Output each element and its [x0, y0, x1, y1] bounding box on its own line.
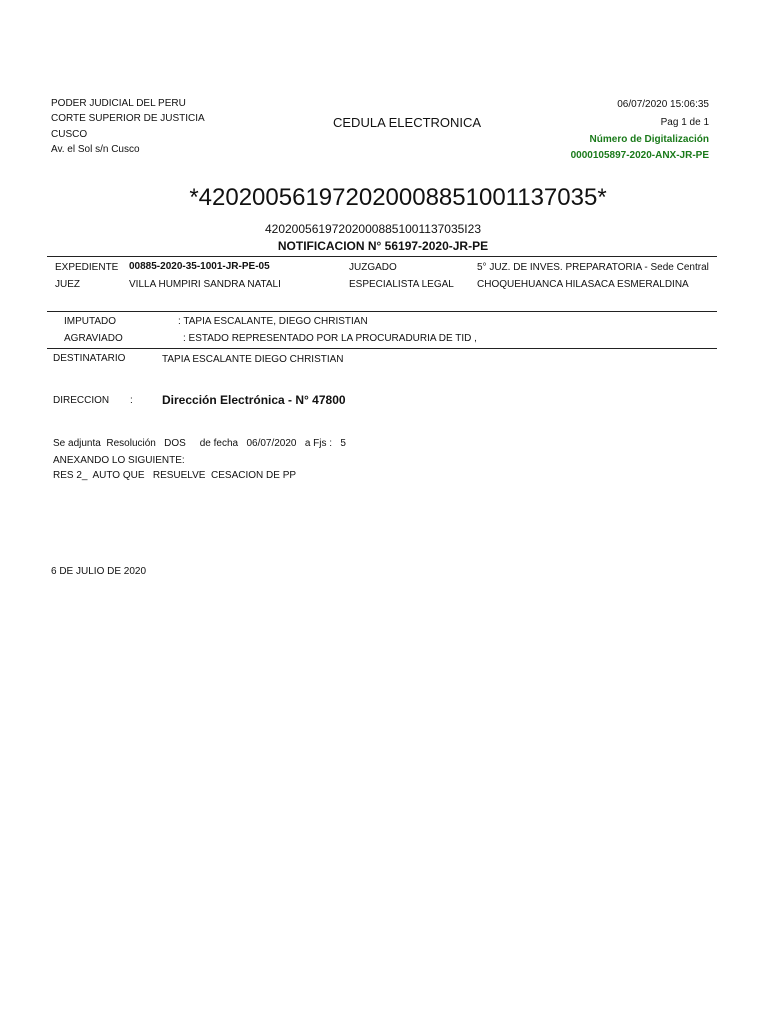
destinatario-label: DESTINATARIO [53, 353, 126, 364]
expediente-label: EXPEDIENTE [55, 262, 119, 273]
document-datetime: 06/07/2020 15:06:35 [617, 99, 709, 110]
divider [47, 311, 717, 312]
juzgado-label: JUZGADO [349, 262, 397, 273]
barcode-text: *420200561972020008851001137035* [189, 184, 607, 211]
juez-value: VILLA HUMPIRI SANDRA NATALI [129, 279, 281, 290]
barcode-number: 420200561972020008851001137035I23 [264, 222, 481, 236]
direccion-label: DIRECCION [53, 395, 110, 406]
agraviado-label: AGRAVIADO [64, 333, 123, 344]
court-line: CUSCO [51, 129, 88, 140]
footer-date: 6 DE JULIO DE 2020 [51, 566, 147, 577]
digitization-label: Número de Digitalización [589, 134, 709, 145]
page-indicator: Pag 1 de 1 [660, 117, 709, 128]
especialista-value: CHOQUEHUANCA HILASACA ESMERALDINA [477, 279, 689, 290]
agraviado-value: : ESTADO REPRESENTADO POR LA PROCURADURIA DE TID , [183, 333, 477, 344]
imputado-label: IMPUTADO [64, 316, 117, 327]
direccion-value: Dirección Electrónica - N° 47800 [162, 393, 346, 407]
notification-title: NOTIFICACION N° 56197-2020-JR-PE [277, 239, 489, 253]
divider [47, 256, 717, 257]
divider [47, 348, 717, 349]
direccion-colon: : [130, 395, 133, 406]
juzgado-value: 5° JUZ. DE INVES. PREPARATORIA - Sede Central [477, 262, 709, 273]
court-address: Av. el Sol s/n Cusco [51, 144, 140, 155]
juez-label: JUEZ [55, 279, 80, 290]
digitization-number: 0000105897-2020-ANX-JR-PE [570, 150, 709, 161]
document-type: CEDULA ELECTRONICA [333, 115, 482, 130]
attachment-description: RES 2_ AUTO QUE RESUELVE CESACION DE PP [53, 470, 297, 481]
destinatario-value: TAPIA ESCALANTE DIEGO CHRISTIAN [162, 354, 344, 365]
court-line: PODER JUDICIAL DEL PERU [51, 98, 186, 109]
especialista-label: ESPECIALISTA LEGAL [349, 279, 454, 290]
attachment-heading: ANEXANDO LO SIGUIENTE: [53, 455, 185, 466]
attachment-resolution: Se adjunta Resolución DOS de fecha 06/07/2020 a Fjs : 5 [53, 438, 346, 449]
expediente-value: 00885-2020-35-1001-JR-PE-05 [129, 261, 270, 272]
court-line: CORTE SUPERIOR DE JUSTICIA [51, 113, 205, 124]
imputado-value: : TAPIA ESCALANTE, DIEGO CHRISTIAN [178, 316, 368, 327]
